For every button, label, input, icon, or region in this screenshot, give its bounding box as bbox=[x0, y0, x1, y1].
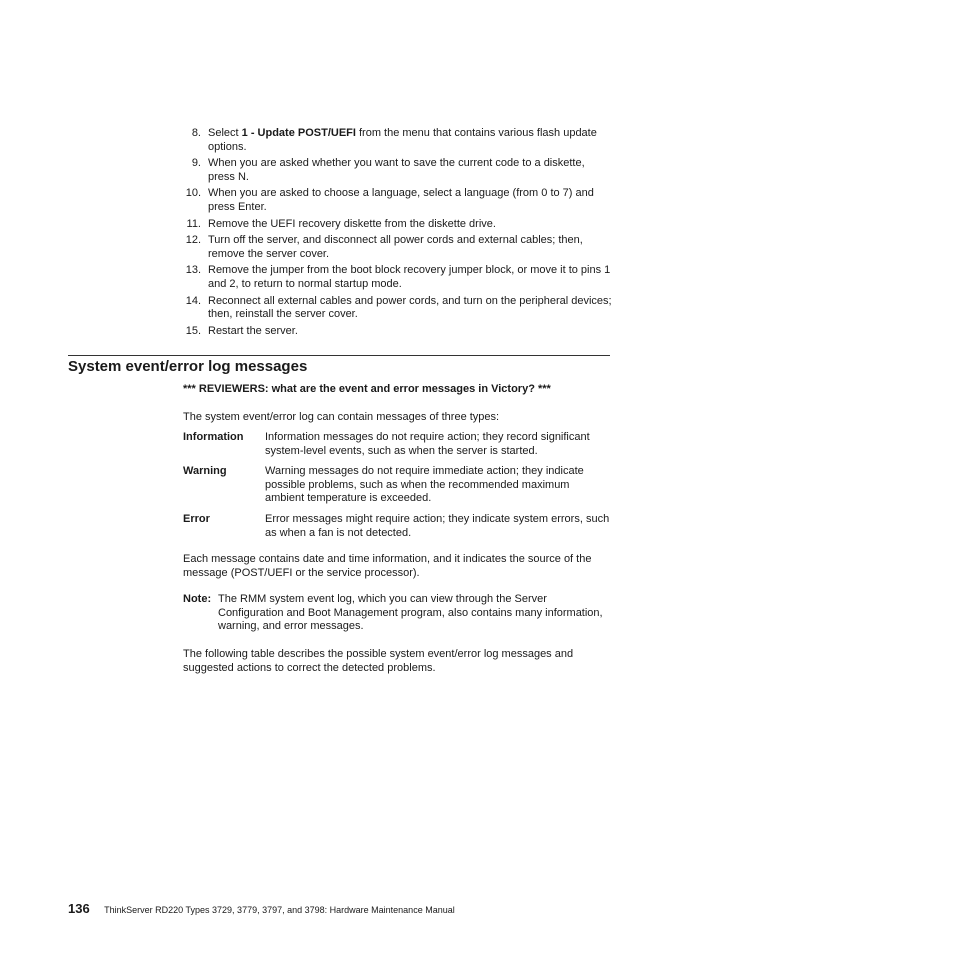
step-number: 12. bbox=[185, 234, 201, 247]
step-text: Reconnect all external cables and power cords, and turn on the peripheral devices; then, reinstall the server cover. bbox=[208, 294, 612, 321]
note-block bbox=[183, 593, 603, 634]
step-text-pre: Select bbox=[208, 127, 242, 139]
step-number: 8. bbox=[191, 127, 201, 139]
step-text: When you are asked whether you want to save the current code to a diskette, press N. bbox=[208, 157, 585, 183]
step-item bbox=[183, 218, 613, 232]
manual-title: ThinkServer RD220 Types 3729, 3779, 3797, and 3798: Hardware Maintenance Manual bbox=[104, 905, 455, 915]
section-divider bbox=[68, 355, 610, 356]
note-label: Note: bbox=[183, 593, 212, 605]
step-item bbox=[183, 325, 613, 339]
step-number: 14. bbox=[185, 294, 201, 307]
step-item bbox=[183, 234, 613, 261]
step-item bbox=[183, 157, 613, 184]
step-item bbox=[183, 295, 613, 322]
step-number: 15. bbox=[185, 324, 201, 337]
step-text: Restart the server. bbox=[208, 324, 298, 337]
table-paragraph: The following table describes the possible system event/error log messages and suggested actions to correct the detected problems. bbox=[183, 648, 574, 674]
step-number: 9. bbox=[191, 157, 201, 170]
page-footer bbox=[68, 900, 455, 918]
definition-warning: Warning messages do not require immediate action; they indicate possible problems, such as when the recommended maximum ambient temperature is exceeded. bbox=[265, 465, 584, 505]
procedure-steps bbox=[183, 127, 613, 341]
term-information: Information bbox=[183, 431, 244, 443]
section-heading: System event/error log messages bbox=[68, 358, 308, 375]
step-text-bold: 1 - Update POST/UEFI bbox=[241, 127, 356, 139]
step-number: 11. bbox=[186, 217, 201, 230]
step-item bbox=[183, 127, 613, 154]
page-number: 136 bbox=[68, 901, 90, 916]
term-warning: Warning bbox=[183, 465, 227, 477]
step-text-post: from the menu that contains various flash update options. bbox=[208, 127, 597, 153]
step-text: Remove the UEFI recovery diskette from the diskette drive. bbox=[208, 217, 496, 230]
step-number: 13. bbox=[185, 264, 201, 277]
definition-error: Error messages might require action; they indicate system errors, such as when a fan is not detected. bbox=[265, 513, 610, 539]
step-text: When you are asked to choose a language, select a language (from 0 to 7) and press Enter. bbox=[208, 187, 594, 213]
date-paragraph: Each message contains date and time information, and it indicates the source of the message (POST/UEFI or the service processor). bbox=[183, 553, 592, 579]
intro-paragraph: The system event/error log can contain messages of three types: bbox=[183, 411, 500, 423]
definition-information: Information messages do not require action; they record significant system-level events, such as when the server is started. bbox=[265, 431, 590, 457]
step-item bbox=[183, 264, 613, 291]
step-item bbox=[183, 187, 613, 214]
term-error: Error bbox=[183, 513, 210, 525]
reviewers-note: *** REVIEWERS: what are the event and error messages in Victory? *** bbox=[183, 383, 551, 395]
step-text: Remove the jumper from the boot block recovery jumper block, or move it to pins 1 and 2, to return to normal startup mode. bbox=[208, 264, 611, 290]
note-text: The RMM system event log, which you can view through the Server Configuration and Boot Management program, also contains many information, warning, and error messages. bbox=[218, 593, 603, 633]
step-number: 10. bbox=[185, 187, 201, 200]
step-text: Turn off the server, and disconnect all power cords and external cables; then, remove the server cover. bbox=[208, 234, 583, 260]
